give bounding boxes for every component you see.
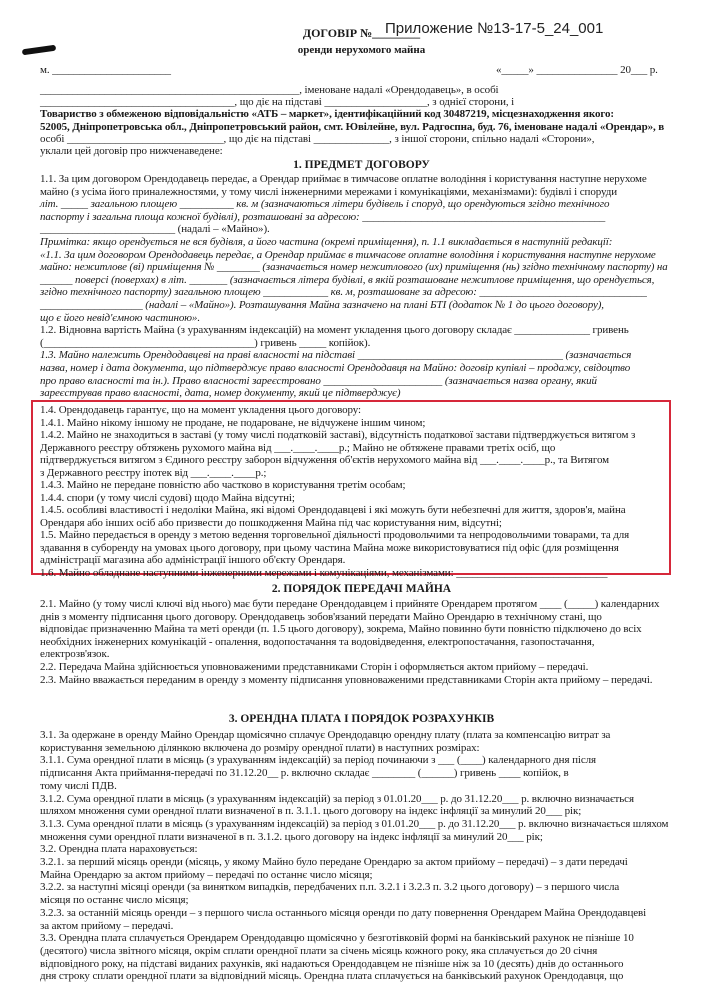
text-line: паспорту і загальна площа кожної будівлі), розташовані за адресою: _____________________________________________ — [40, 210, 606, 223]
document-subtitle: оренди нерухомого майна — [297, 44, 426, 56]
text-line: місяця по останнє число місяця; — [40, 894, 189, 907]
text-line: майно (з усіма його приналежностями, у тому числі інженерними мережами і комунікаціями, механізмами): будівлі і споруди — [40, 185, 617, 198]
text-line: 2.1. Майно (у тому числі ключі від нього) має бути передане Орендодавцем і прийняте Орендарем протягом ____ (_____) календарних — [40, 598, 660, 610]
text-line: літ. _____ загальною площею __________ кв. м (зазначаються літери будівель і споруд, що орендуються згідно технічного — [40, 198, 610, 211]
text-line: користування земельною ділянкою включена до розміру орендної плати) в наступних розмірах: — [40, 741, 480, 754]
text-line: уклали цей договір про нижченаведене: — [40, 145, 223, 157]
text-line: 1.3. Майно належить Орендодавцеві на праві власності на підставі ______________________________________ (зазначається — [40, 349, 632, 362]
text-line: відповідного року, на підставі виданих рахунків, які надаються Орендодавцем не пізніше ніж за 10 (десять) днів до останнього — [40, 957, 624, 970]
text-line: 3.2.3. за останній місяць оренди – з першого числа останнього місяця оренди по дату повернення Орендарем Майна Орендодавцеві — [40, 906, 647, 919]
text-line: ___________________ (надалі – «Майно»). Розташування Майна зазначено на плані БТІ (додаток № 1 до цього договору), — [40, 299, 604, 311]
text-line: підписання Акта приймання-передачі по 31.12.20__ р. включно складає ________ (______) гривень ____ копійок, в — [40, 767, 569, 780]
text-line: 3.2.1. за перший місяць оренди (місяць, у якому Майно було передане Орендарю за актом прийому – передачі) – з дати передачі — [40, 856, 628, 868]
text-line: шляхом множення суми орендної плати визначеної в п. 3.1.1. цього договору на індекс інфляції за минулий 20___ рік; — [40, 805, 582, 818]
text-line: 2.2. Передача Майна здійснюється уповноваженими представниками Сторін і оформляється актом прийому – передачі. — [40, 661, 589, 673]
text-line: 52005, Дніпропетровська обл., Дніпропетровський район, смт. Ювілейне, вул. Радгоспна, буд. 76, іменоване надалі «Орендар», в — [40, 120, 665, 133]
text-line: особі _____________________________, що діє на підставі ______________, з іншої сторони, спільно надалі «Сторони», — [40, 132, 595, 145]
text-line: ____________________________________, що діє на підставі ___________________, з однієї сторони, і — [40, 96, 515, 109]
text-line: згідно технічного паспорту) загальною площею ____________ кв. м, розташоване за адресою: _______________________________ — [40, 286, 647, 299]
text-line: 3.1. За одержане в оренду Майно Орендар щомісячно сплачує Орендодавцю орендну плату (плата за компенсацію витрат за — [40, 729, 611, 741]
text-line: Державного реєстру обтяжень рухомого майна від ___.____.____р.; Майно не обтяжене правами третіх осіб, що — [40, 441, 556, 454]
text-line: 3.2.2. за наступні місяці оренди (за винятком випадків, передбачених п.п. 3.2.1 і 3.2.3 п. 3.2 цього договору) – з першого числа — [40, 881, 620, 894]
text-line: майно: нежитлове (ві) приміщення № ________ (зазначається номер нежитлового (их) приміщення (нь) згідно технічному паспорту) на — [40, 261, 668, 274]
text-line: електрозв'язок. — [40, 648, 110, 661]
text-line: 3.1.3. Сума орендної плати в місяць (з урахуванням індексацій) за період з 01.01.20___ р. до 31.12.20___ р. включно визначається шляхом — [40, 817, 669, 830]
text-line: підтверджується витягом з Єдиного реєстру заборон відчуження об'єктів нерухомого майна від ___.____.____р., та Витягом — [40, 454, 610, 466]
text-line: 1.4.3. Майно не передане повністю або частково в користування третім особам; — [40, 479, 406, 491]
text-line: тому числі ПДВ. — [40, 779, 117, 792]
text-line: здавання в суборенду на умовах цього договору, при цьому частина Майна може використовуватися під офіс (для розміщення — [40, 541, 619, 554]
place-field: м. ______________________ — [40, 64, 171, 76]
text-line: 3.1.2. Сума орендної плати в місяць (з урахуванням індексацій) за період з 01.01.20___ р. до 31.12.20___ р. включно визначається — [40, 792, 634, 805]
text-line: ________________________________________________, іменоване надалі «Орендодавець», в особі — [40, 84, 499, 96]
text-line: ______ поверсі (поверхах) в літ. _______ (зазначається літера будівлі, в якій розташоване нежитлове приміщення, що орендується, — [40, 273, 655, 286]
text-line: (_______________________________________) гривень _____ копійок). — [40, 336, 371, 349]
text-line: «1.1. За цим договором Орендодавець передає, а Орендар приймає в тимчасове оплатне володіння і користування наступне нерухоме — [40, 248, 656, 261]
text-line: Товариство з обмеженою відповідальністю «АТБ – маркет», ідентифікаційний код 30487219, місцезнаходження якого: — [40, 108, 614, 121]
text-line: 3.2. Орендна плата нараховується: — [40, 843, 198, 856]
text-line: 1.4.5. особливі властивості і недоліки Майна, які відомі Орендодавцеві і які можуть бути небезпечні для життя, здоров'я, майна — [40, 504, 626, 516]
text-line: зареєстрував право власності, дата, номер документу, який це підтверджує) — [40, 387, 401, 400]
text-line: 1.5. Майно передається в оренду з метою ведення торговельної діяльності продовольчими та непродовольчими товарами, та для — [40, 529, 630, 541]
text-line: дня строку сплати орендної плати за відповідний місяць. Орендна плата сплачується на банківський рахунок Орендодавця, що — [40, 970, 624, 983]
text-line: про право власності та ін.). Право власності зареєстровано ______________________ (зазначається назва органу, який — [40, 374, 597, 387]
text-line: що є його невід'ємною частиною». — [40, 311, 200, 324]
text-line: 1.4.1. Майно нікому іншому не продане, не подароване, не відчужене іншим чином; — [40, 416, 426, 429]
text-line: 3.3. Орендна плата сплачується Орендарем Орендодавцю щомісячно у безготівковій формі на банківський рахунок не пізніше 10 — [40, 932, 634, 945]
text-line: Майна Орендарю за актом прийому – передачі по останнє число місяця; — [40, 868, 373, 881]
text-line: 1.2. Відновна вартість Майна (з урахуванням індексацій) на момент укладення цього договору складає ______________ гривень — [40, 324, 629, 337]
text-line: днів з моменту підписання цього договору. Орендодавець зобов'язаний передати Майно Орендарю в технічному стані, що — [40, 610, 602, 623]
text-line: назва, номер і дата документа, що підтверджує право власності Орендодавця на Майно: договір купівлі – продажу, свідоцтво — [40, 362, 631, 374]
annex-label: Приложение №13-17-5_24_001 — [385, 20, 604, 37]
text-line: з Державного реєстру іпотек від ___.____.____р.; — [40, 466, 267, 479]
text-line: 1.1. За цим договором Орендодавець передає, а Орендар приймає в тимчасове оплатне володіння і користування наступне нерухоме — [40, 173, 647, 185]
text-line: множення суми орендної плати визначеної в п. 3.1.2. цього договору на індекс інфляції за минулий 20___ рік; — [40, 830, 543, 843]
text-line: _________________________ (надалі – «Майно»). — [40, 223, 270, 236]
text-line: необхідних інженерних комунікацій - опалення, водопостачання та водовідведення, електропостачання, газопостачання, — [40, 635, 595, 648]
text-line: 1.4.4. спори (у тому числі судові) щодо Майна відсутні; — [40, 491, 295, 504]
date-field: «_____» _______________ 20___ р. — [496, 64, 658, 76]
text-line: за актом прийому – передачі. — [40, 919, 174, 932]
text-line: 2.3. Майно вважається переданим в оренду з моменту підписання уповноваженими представниками Сторін акта прийому – передачі. — [40, 673, 653, 686]
text-line: Примітка: якщо орендується не вся будівля, а його частина (окремі приміщення), п. 1.1 викладається в наступній редакції: — [40, 236, 613, 248]
text-line: 1.4. Орендодавець гарантує, що на момент укладення цього договору: — [40, 404, 361, 416]
document-title: ДОГОВІР №________ — [302, 26, 421, 40]
section-2-title: 2. ПОРЯДОК ПЕРЕДАЧІ МАЙНА — [271, 583, 452, 595]
text-line: відповідає призначенню Майна та меті оренди (п. 1.5 цього договору), зокрема, Майно повинно бути повністю підключено до всіх — [40, 623, 642, 636]
text-line: адміністрації магазина або адміністрації іншого об'єкту Орендаря. — [40, 554, 346, 566]
text-line: 1.6. Майно обладнане наступними інженерними мережами і комунікаціями, механізмами: ____________________________ — [40, 566, 608, 579]
section-3-title: 3. ОРЕНДНА ПЛАТА І ПОРЯДОК РОЗРАХУНКІВ — [228, 713, 495, 725]
text-line: 3.1.1. Сума орендної плати в місяць (з урахуванням індексацій) за період починаючи з ___ (____) календарного дня після — [40, 754, 596, 767]
text-line: (десятого) числа звітного місяця, окрім сплати орендної плати за січень місяць кожного року, яка сплачується до 20 січня — [40, 944, 598, 957]
text-line: Орендаря або інших осіб або призвести до пошкодження Майна під час користування ним, відсутні; — [40, 516, 502, 529]
text-line: 1.4.2. Майно не знаходиться в заставі (у тому числі податковій заставі), відсутність податкової застави підтверджується витягом з — [40, 429, 636, 441]
section-1-title: 1. ПРЕДМЕТ ДОГОВОРУ — [293, 159, 430, 171]
